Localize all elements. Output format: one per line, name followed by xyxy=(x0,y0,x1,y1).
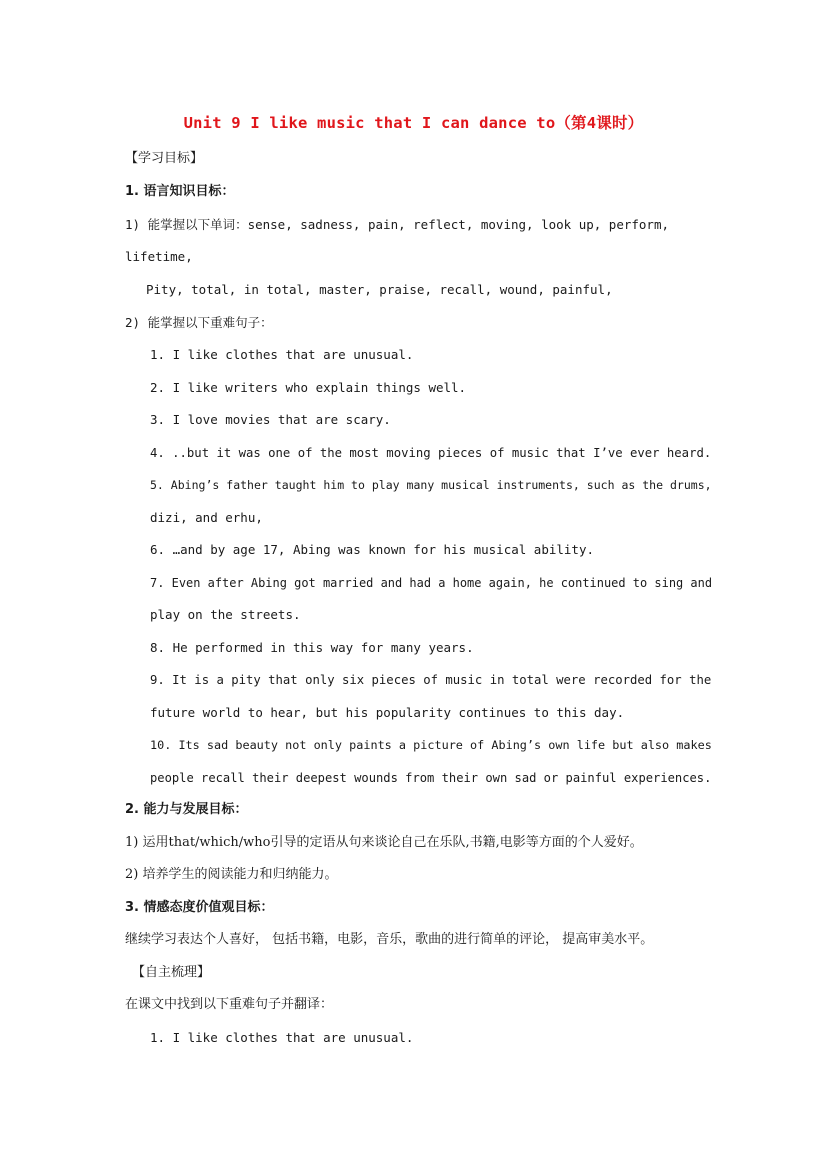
words-line2: Pity, total, in total, master, praise, recall, wound, painful, xyxy=(146,282,613,297)
ability-item: 2) 培养学生的阅读能力和归纳能力。 xyxy=(125,867,338,882)
sentence-line: 10. Its sad beauty not only paints a picture of Abing’s own life but also makes xyxy=(150,738,712,752)
sentence-line: 5. Abing’s father taught him to play many musical instruments, such as the drums, xyxy=(150,478,712,492)
sentence-line: future world to hear, but his popularity continues to this day. xyxy=(150,705,625,720)
sentence-line: 9. It is a pity that only six pieces of music in total were recorded for the xyxy=(150,673,712,687)
goals-header: 【学习目标】 xyxy=(125,151,204,166)
sentence-line: people recall their deepest wounds from their own sad or painful experiences. xyxy=(150,771,712,785)
sentence-line: 6. …and by age 17, Abing was known for his musical ability. xyxy=(150,542,595,557)
section1-heading: 1. 语言知识目标： xyxy=(125,184,235,199)
section2-heading: 2. 能力与发展目标： xyxy=(125,802,248,817)
self-study-instruction: 在课文中找到以下重难句子并翻译： xyxy=(125,997,334,1012)
section3-heading: 3. 情感态度价值观目标： xyxy=(125,900,274,915)
sentence-line: 7. Even after Abing got married and had a home again, he continued to sing and xyxy=(150,576,713,590)
attitude-text: 继续学习表达个人喜好， 包括书籍，电影，音乐，歌曲的进行简单的评论， 提高审美水平。 xyxy=(125,932,654,947)
words-intro: 1) 能掌握以下单词：sense, sadness, pain, reflect, moving, look up, perform, xyxy=(125,217,670,232)
self-study-item: 1. I like clothes that are unusual. xyxy=(150,1030,414,1045)
words-cont: lifetime, xyxy=(125,249,193,264)
self-study-header: 【自主梳理】 xyxy=(132,965,211,980)
sentence-line: 3. I love movies that are scary. xyxy=(150,412,391,427)
sentence-line: play on the streets. xyxy=(150,607,301,622)
sentence-line: 2. I like writers who explain things well. xyxy=(150,380,467,395)
sentence-line: 4. ..but it was one of the most moving pieces of music that I’ve ever heard. xyxy=(150,446,712,460)
sentence-line: 8. He performed in this way for many years. xyxy=(150,640,474,655)
page-title: Unit 9 I like music that I can dance to（第4课时） xyxy=(183,114,644,132)
sentence-line: dizi, and erhu, xyxy=(150,510,263,525)
sentences-intro: 2) 能掌握以下重难句子： xyxy=(125,315,273,330)
sentence-line: 1. I like clothes that are unusual. xyxy=(150,347,414,362)
ability-item: 1) 运用that/which/who引导的定语从句来谈论自己在乐队,书籍,电影等方面的个人爱好。 xyxy=(125,835,643,850)
